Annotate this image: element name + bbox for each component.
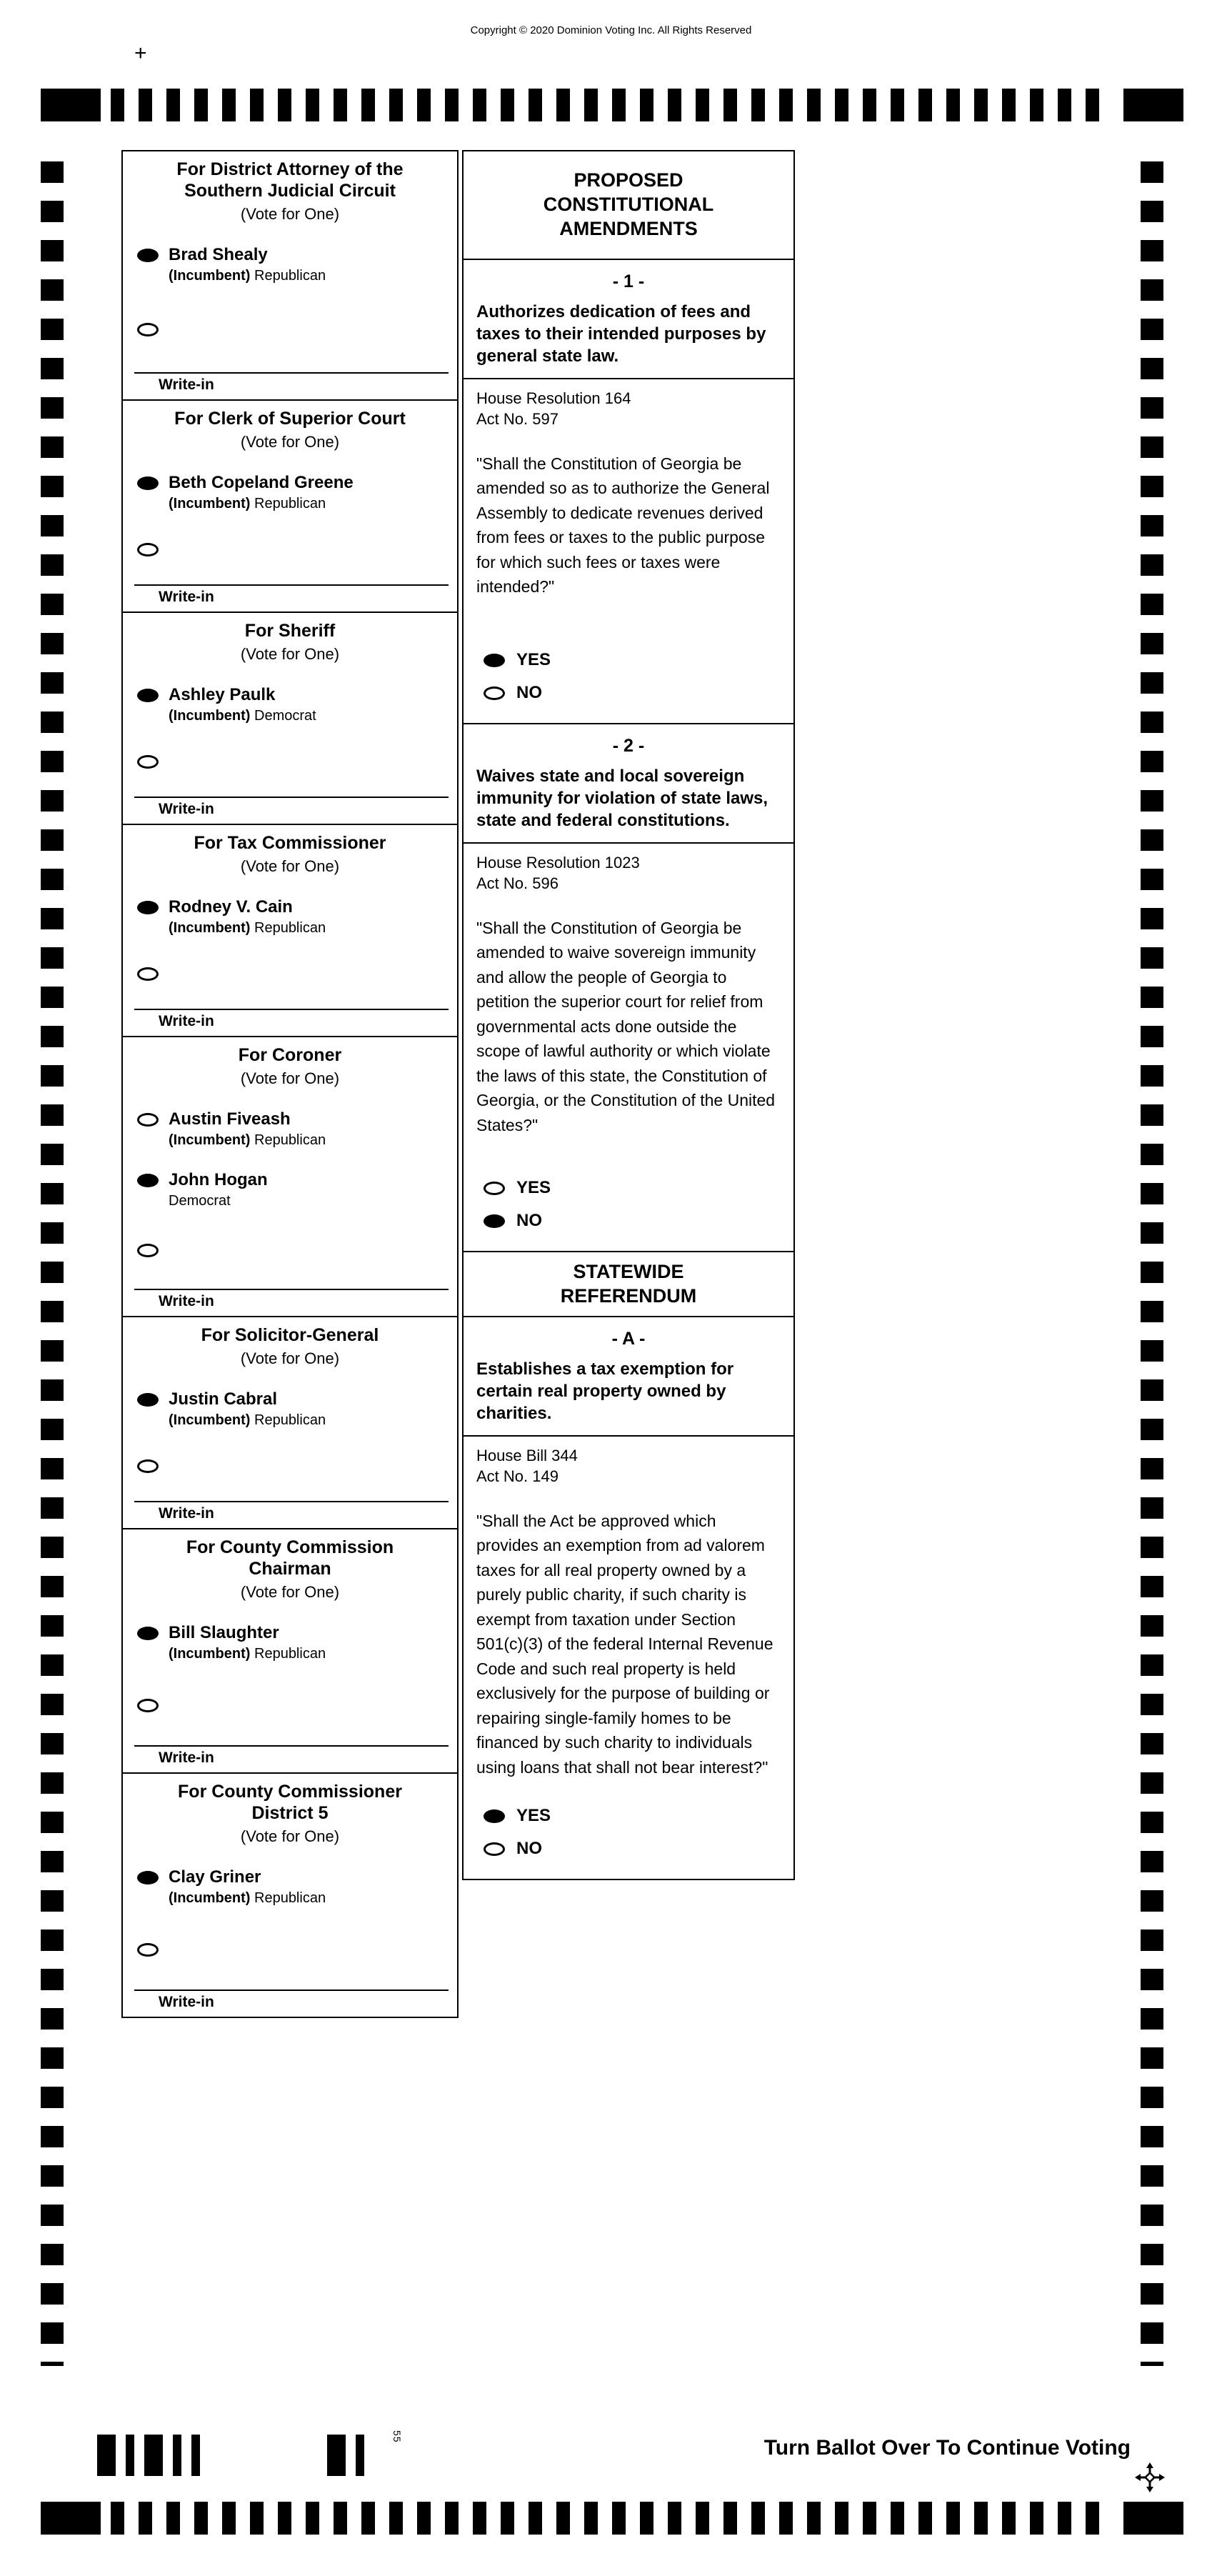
barcode-bar [173, 2435, 181, 2476]
contest-for-district-attorney-of-the-southern-judicial-circuit [123, 151, 457, 401]
write-in-label: Write-in [159, 800, 214, 817]
write-in-bubble[interactable] [137, 1459, 159, 1473]
measure-summary: Authorizes dedication of fees and taxes to their intended purposes by general state law. [476, 302, 766, 366]
write-in-area [123, 1745, 457, 1772]
candidate-name: Bill Slaughter [169, 1623, 279, 1642]
candidate-text [169, 1389, 326, 1429]
party-label: Republican [254, 1645, 326, 1662]
contest-title: For Sheriff [244, 621, 336, 641]
barcode-bar [144, 2435, 163, 2476]
vote-for-instruction: (Vote for One) [240, 1583, 340, 1601]
candidate-detail [169, 920, 326, 937]
turn-ballot-over-text: Turn Ballot Over To Continue Voting [763, 2436, 1131, 2460]
choice-label: YES [516, 1806, 551, 1825]
write-in-bubble[interactable] [137, 543, 159, 556]
measure-divider [464, 842, 793, 844]
measure-number: - A - [611, 1329, 646, 1349]
candidate-name: Austin Fiveash [169, 1109, 291, 1129]
measure-question: "Shall the Constitution of Georgia be amended to waive sovereign immunity and allow the people of Georgia to petition the superior court for relief from governmental acts done outside the scope of lawful authority or which violate the laws of this state, the Constitution of Georgia, or the Constitution of the United States?" [476, 918, 776, 1134]
write-in-line[interactable] [134, 1009, 449, 1010]
vote-for-instruction: (Vote for One) [240, 1349, 340, 1367]
timing-block-right [1123, 2502, 1183, 2535]
party-label: Democrat [254, 707, 316, 724]
contest-for-coroner [123, 1037, 457, 1317]
vote-for-instruction: (Vote for One) [240, 645, 340, 663]
measure-a [464, 1317, 793, 1879]
candidate-text [169, 245, 326, 284]
no-bubble[interactable] [484, 1842, 505, 1856]
candidate-name: Beth Copeland Greene [169, 473, 354, 492]
measure-1 [464, 260, 793, 724]
choice-no [484, 683, 781, 703]
measure-question: "Shall the Act be approved which provides an exemption from ad valorem taxes for all real property owned by a purely public charity, if such charity is exempt from taxation under Section 501(c)(3) of the federal Internal Revenue Code and such real property is held exclusively for the purpose of building or repairing single-family homes to be financed by such charity to individuals using loans that shall not bear interest?" [476, 1511, 773, 1777]
candidate-option [137, 1623, 457, 1662]
write-in-area [123, 1009, 457, 1036]
timing-bars [111, 2502, 1113, 2535]
measure-summary: Waives state and local sovereign immunity for violation of state laws, state and federal constitutions. [476, 767, 768, 831]
reference-line: Act No. 596 [476, 874, 559, 893]
section-header-text: STATEWIDE REFERENDUM [560, 1260, 697, 1307]
write-in-option [137, 1695, 457, 1712]
candidate-name: Brad Shealy [169, 245, 268, 264]
candidate-name: Rodney V. Cain [169, 897, 293, 917]
write-in-option [137, 1240, 457, 1257]
timing-block-left [41, 2502, 101, 2535]
barcode-bar [191, 2435, 200, 2476]
party-label: Democrat [169, 1192, 231, 1209]
reference-line: Act No. 597 [476, 410, 559, 429]
incumbent-label: (Incumbent) [169, 919, 251, 936]
write-in-area [123, 584, 457, 611]
candidate-option [137, 685, 457, 724]
candidate-text [169, 1623, 326, 1662]
incumbent-label: (Incumbent) [169, 267, 251, 284]
candidate-name: Clay Griner [169, 1867, 261, 1887]
measure-number: - 1 - [612, 271, 645, 291]
candidate-text [169, 897, 326, 937]
choice-yes [484, 1806, 781, 1826]
measures-column [462, 150, 795, 1880]
write-in-option [137, 964, 457, 981]
write-in-area [123, 1289, 457, 1316]
vote-bubble-john-hogan[interactable] [137, 1174, 159, 1187]
vote-bubble-bill-slaughter[interactable] [137, 1627, 159, 1640]
write-in-line[interactable] [134, 1990, 449, 1991]
measure-reference [476, 852, 781, 894]
write-in-bubble[interactable] [137, 1244, 159, 1257]
contest-title: For County Commissioner District 5 [178, 1782, 402, 1823]
incumbent-label: (Incumbent) [169, 1889, 251, 1906]
incumbent-label: (Incumbent) [169, 707, 251, 724]
candidate-option [137, 473, 457, 512]
write-in-line[interactable] [134, 1745, 449, 1747]
vote-bubble-clay-griner[interactable] [137, 1871, 159, 1884]
write-in-bubble[interactable] [137, 1699, 159, 1712]
candidate-name: Justin Cabral [169, 1389, 278, 1409]
write-in-label: Write-in [159, 1504, 214, 1522]
measure-question: "Shall the Constitution of Georgia be amended so as to authorize the General Assembly to dedicate revenues derived from fees or taxes to the public purpose for which such fees or taxes were intended?" [476, 454, 770, 596]
measure-reference [476, 1445, 781, 1487]
write-in-line[interactable] [134, 1289, 449, 1290]
candidate-detail [169, 1132, 326, 1149]
write-in-area [123, 372, 457, 399]
choice-label: YES [516, 1178, 551, 1197]
candidate-option [137, 1389, 457, 1429]
write-in-bubble[interactable] [137, 967, 159, 981]
party-label: Republican [254, 1412, 326, 1428]
stub-number: 55 [391, 2430, 403, 2443]
choice-label: NO [516, 683, 542, 702]
candidate-detail [169, 268, 326, 284]
write-in-label: Write-in [159, 1293, 214, 1309]
write-in-option [137, 1456, 457, 1473]
section-header-statewide-referendum [464, 1252, 793, 1317]
barcode-bar [126, 2435, 134, 2476]
write-in-option [137, 752, 457, 769]
reference-line: House Bill 344 [476, 1446, 578, 1464]
candidate-option [137, 1109, 457, 1149]
vote-for-instruction: (Vote for One) [240, 857, 340, 875]
candidate-option [137, 897, 457, 937]
write-in-line[interactable] [134, 1501, 449, 1502]
alignment-compass-icon [1134, 2462, 1166, 2493]
copyright-text: Copyright © 2020 Dominion Voting Inc. All Rights Reserved [470, 24, 752, 36]
measure-choices [476, 637, 781, 723]
vote-for-instruction: (Vote for One) [240, 205, 340, 223]
party-label: Republican [254, 267, 326, 284]
write-in-line[interactable] [134, 797, 449, 798]
timing-marks-bottom [41, 2502, 1183, 2535]
candidate-text [169, 473, 354, 512]
contest-title: For Solicitor-General [201, 1325, 379, 1345]
contest-for-county-commission-chairman [123, 1529, 457, 1774]
vote-bubble-beth-copeland-greene[interactable] [137, 476, 159, 490]
ballot-barcode [97, 2435, 374, 2476]
write-in-label: Write-in [159, 1993, 214, 2010]
candidate-detail [169, 1890, 326, 1907]
no-bubble[interactable] [484, 1214, 505, 1228]
choice-yes [484, 650, 781, 670]
incumbent-label: (Incumbent) [169, 495, 251, 511]
reference-line: House Resolution 1023 [476, 853, 640, 872]
measure-reference [476, 388, 781, 430]
vote-for-instruction: (Vote for One) [240, 433, 340, 451]
write-in-area [123, 797, 457, 824]
incumbent-label: (Incumbent) [169, 1412, 251, 1428]
write-in-line[interactable] [134, 584, 449, 586]
contest-title: For Clerk of Superior Court [174, 409, 406, 429]
candidate-option [137, 1867, 457, 1907]
write-in-area [123, 1990, 457, 2017]
write-in-bubble[interactable] [137, 755, 159, 769]
section-header-proposed-constitutional-amendments [464, 151, 793, 260]
contest-for-clerk-of-superior-court [123, 401, 457, 613]
measure-2 [464, 724, 793, 1252]
contest-title: For County Commission Chairman [186, 1537, 394, 1579]
candidate-detail [169, 496, 354, 512]
write-in-option [137, 1940, 457, 1957]
choice-label: NO [516, 1839, 542, 1858]
vote-bubble-brad-shealy[interactable] [137, 249, 159, 262]
measure-divider [464, 1435, 793, 1437]
contest-title: For Tax Commissioner [194, 833, 386, 853]
candidate-detail [169, 708, 316, 724]
candidate-text [169, 685, 316, 724]
reference-line: House Resolution 164 [476, 389, 631, 407]
contest-title: For Coroner [238, 1045, 342, 1065]
write-in-area [123, 1501, 457, 1528]
registration-plus-mark: + [134, 41, 147, 65]
write-in-option [137, 539, 457, 556]
candidate-name: Ashley Paulk [169, 685, 276, 704]
candidate-detail [169, 1193, 268, 1209]
write-in-line[interactable] [134, 372, 449, 374]
choice-no [484, 1839, 781, 1859]
candidate-name: John Hogan [169, 1169, 268, 1189]
contest-for-tax-commissioner [123, 825, 457, 1037]
measure-choices [476, 1793, 781, 1879]
barcode-bar [356, 2435, 364, 2476]
vote-bubble-ashley-paulk[interactable] [137, 689, 159, 702]
timing-block-right [1123, 89, 1183, 121]
contests-column [121, 150, 459, 2018]
barcode-bar [327, 2435, 346, 2476]
write-in-label: Write-in [159, 376, 214, 393]
contest-for-sheriff [123, 613, 457, 825]
candidate-option [137, 1170, 457, 1209]
write-in-option [137, 319, 457, 336]
candidate-text [169, 1170, 268, 1209]
write-in-label: Write-in [159, 1012, 214, 1029]
timing-block-left [41, 89, 101, 121]
write-in-bubble[interactable] [137, 1943, 159, 1957]
reference-line: Act No. 149 [476, 1467, 559, 1486]
timing-bars [111, 89, 1113, 121]
contest-for-solicitor-general [123, 1317, 457, 1529]
vote-for-instruction: (Vote for One) [240, 1069, 340, 1087]
choice-no [484, 1211, 781, 1231]
timing-marks-right [1141, 161, 1163, 2366]
measure-summary: Establishes a tax exemption for certain real property owned by charities. [476, 1359, 734, 1424]
yes-bubble[interactable] [484, 1182, 505, 1195]
party-label: Republican [254, 919, 326, 936]
contest-for-county-commissioner-district-5 [123, 1774, 457, 2018]
vote-bubble-austin-fiveash[interactable] [137, 1113, 159, 1127]
choice-yes [484, 1178, 781, 1198]
incumbent-label: (Incumbent) [169, 1645, 251, 1662]
no-bubble[interactable] [484, 687, 505, 700]
vote-for-instruction: (Vote for One) [240, 1827, 340, 1845]
candidate-detail [169, 1646, 326, 1662]
choice-label: NO [516, 1211, 542, 1230]
vote-bubble-justin-cabral[interactable] [137, 1393, 159, 1407]
party-label: Republican [254, 1132, 326, 1148]
party-label: Republican [254, 1889, 326, 1906]
candidate-text [169, 1867, 326, 1907]
choice-label: YES [516, 650, 551, 669]
incumbent-label: (Incumbent) [169, 1132, 251, 1148]
party-label: Republican [254, 495, 326, 511]
contest-title: For District Attorney of the Southern Judicial Circuit [176, 159, 404, 201]
vote-bubble-rodney-v-cain[interactable] [137, 901, 159, 914]
measure-choices [476, 1165, 781, 1251]
section-header-text: PROPOSED CONSTITUTIONAL AMENDMENTS [543, 169, 714, 239]
barcode-bar [97, 2435, 116, 2476]
timing-marks-left [41, 161, 64, 2366]
measure-number: - 2 - [612, 736, 645, 756]
ballot-body [121, 150, 795, 2018]
yes-bubble[interactable] [484, 654, 505, 667]
yes-bubble[interactable] [484, 1809, 505, 1823]
write-in-label: Write-in [159, 588, 214, 605]
candidate-detail [169, 1412, 326, 1429]
timing-marks-top [41, 89, 1183, 121]
candidate-text [169, 1109, 326, 1149]
barcode-gap [210, 2435, 317, 2476]
write-in-label: Write-in [159, 1749, 214, 1766]
measure-divider [464, 378, 793, 379]
candidate-option [137, 245, 457, 284]
write-in-bubble[interactable] [137, 323, 159, 336]
